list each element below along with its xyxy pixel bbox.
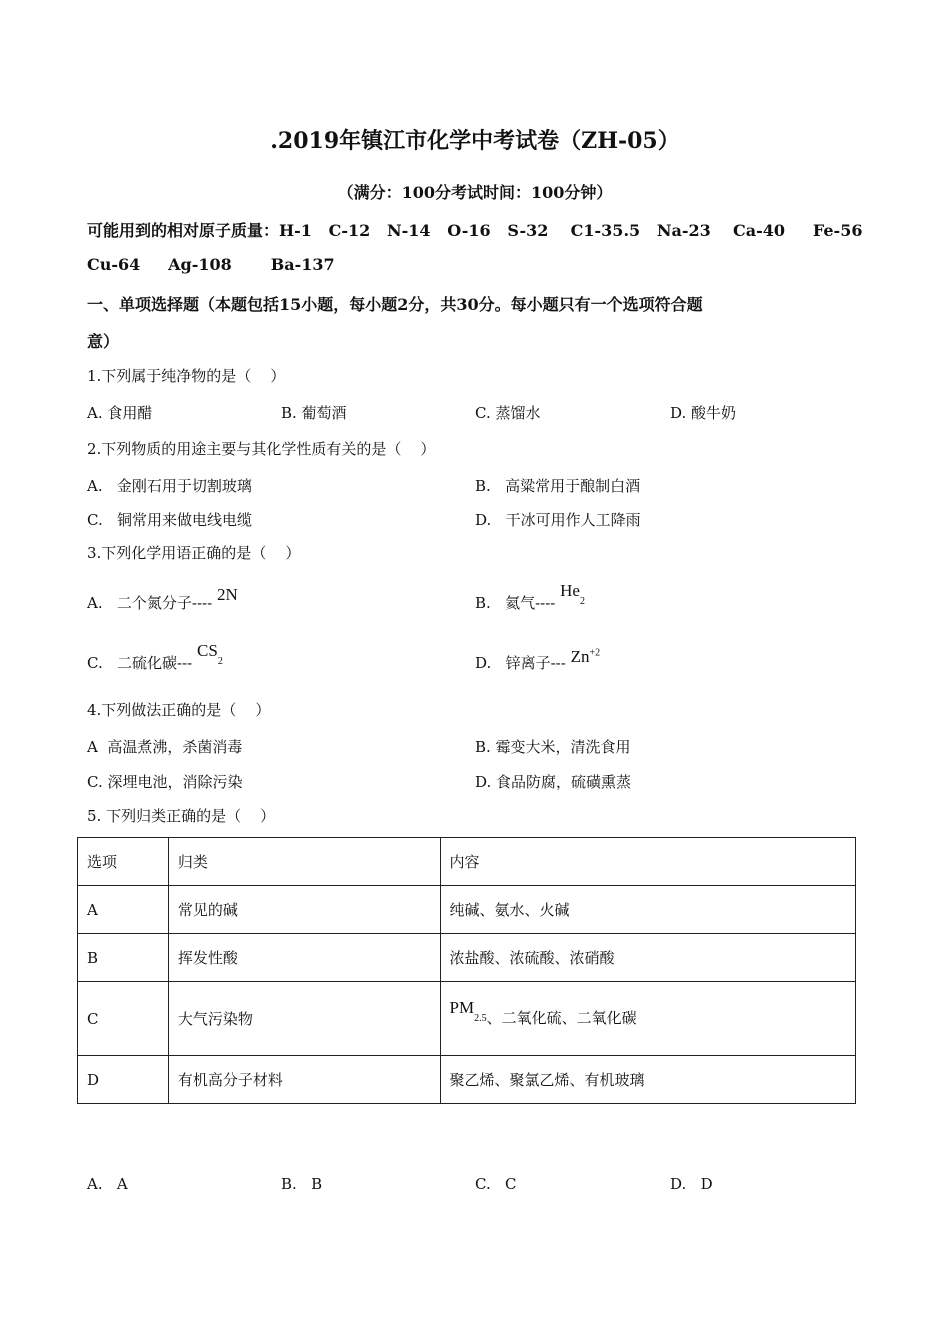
atomic-masses-line1: 可能用到的相对原子质量：H-1 C-12 N-14 O-16 S-32 C1-35.5 Na-23 Ca-40 Fe-56 bbox=[87, 221, 863, 240]
pm25-formula: $PM_{2.5}$ bbox=[449, 997, 487, 1025]
q3-option-b-subscript: 2 bbox=[579, 596, 585, 608]
q4-option-b[interactable]: B. 霉变大米，清洗食用 bbox=[475, 738, 631, 756]
question-5-stem: 5. 下列归类正确的是（ ） bbox=[87, 807, 276, 825]
q3-option-a[interactable] bbox=[87, 585, 238, 613]
q3-option-b-formula: $He_2$ bbox=[560, 581, 585, 608]
header-content: 内容 bbox=[440, 838, 855, 886]
q1-option-d[interactable]: D. 酸牛奶 bbox=[670, 404, 737, 422]
q5-option-a[interactable]: A. A bbox=[87, 1175, 128, 1193]
row-a-content: 纯碱、氨水、火碱 bbox=[440, 886, 855, 934]
q3-option-d-label: D. 锌离子--- bbox=[475, 654, 566, 672]
header-option: 选项 bbox=[78, 838, 169, 886]
q3-option-d-superscript: +2 bbox=[589, 647, 601, 659]
table-row bbox=[78, 982, 856, 1056]
q2-option-a[interactable]: A. 金刚石用于切割玻璃 bbox=[87, 477, 252, 495]
q1-option-a[interactable]: A. 食用醋 bbox=[87, 404, 153, 422]
table-header-row bbox=[78, 838, 856, 886]
row-a-option: A bbox=[78, 886, 169, 934]
q3-option-c-subscript: 2 bbox=[217, 656, 223, 668]
atomic-masses-line2: Cu-64 Ag-108 Ba-137 bbox=[87, 255, 335, 274]
row-b-category: 挥发性酸 bbox=[168, 934, 440, 982]
q5-option-c[interactable]: C. C bbox=[475, 1175, 517, 1193]
row-c-content-text: 、二氧化硫、二氧化碳 bbox=[486, 1008, 637, 1027]
q3-option-c-formula: $CS_2$ bbox=[197, 641, 223, 668]
question-3-stem: 3.下列化学用语正确的是（ ） bbox=[87, 544, 301, 562]
q4-option-d[interactable]: D. 食品防腐，硫磺熏蒸 bbox=[475, 773, 632, 791]
q3-option-c-label: C. 二硫化碳--- bbox=[87, 654, 193, 672]
row-d-category: 有机高分子材料 bbox=[168, 1056, 440, 1104]
pm25-subscript: 2.5 bbox=[474, 1013, 487, 1025]
q3-option-b-label: B. 氦气---- bbox=[475, 594, 556, 612]
q5-option-d[interactable]: D. D bbox=[670, 1175, 713, 1193]
header-category: 归类 bbox=[168, 838, 440, 886]
q4-option-c[interactable]: C. 深埋电池，消除污染 bbox=[87, 773, 243, 791]
row-c-category: 大气污染物 bbox=[168, 982, 440, 1056]
question-2-stem: 2.下列物质的用途主要与其化学性质有关的是（ ） bbox=[87, 440, 436, 458]
question-4-stem: 4.下列做法正确的是（ ） bbox=[87, 701, 271, 719]
table-row bbox=[78, 934, 856, 982]
q1-option-b[interactable]: B. 葡萄酒 bbox=[281, 404, 347, 422]
q5-option-b[interactable]: B. B bbox=[281, 1175, 323, 1193]
section-heading-cont: 意） bbox=[87, 332, 120, 351]
question-1-stem: 1.下列属于纯净物的是（ ） bbox=[87, 367, 286, 385]
q3-option-a-formula: 2N bbox=[216, 585, 238, 604]
row-c-option: C bbox=[78, 982, 169, 1056]
q3-option-b[interactable] bbox=[475, 581, 585, 615]
row-d-content: 聚乙烯、聚氯乙烯、有机玻璃 bbox=[440, 1056, 855, 1104]
table-row bbox=[78, 886, 856, 934]
row-c-content bbox=[440, 982, 855, 1056]
q2-option-d[interactable]: D. 干冰可用作人工降雨 bbox=[475, 511, 641, 529]
q3-option-d[interactable] bbox=[475, 647, 601, 673]
exam-info: （满分：100分考试时间：100分钟） bbox=[337, 183, 613, 202]
q3-option-d-formula: $Zn^{+2}$ bbox=[570, 647, 601, 666]
table-row bbox=[78, 1056, 856, 1104]
q2-option-b[interactable]: B. 高粱常用于酿制白酒 bbox=[475, 477, 641, 495]
row-b-option: B bbox=[78, 934, 169, 982]
row-d-option: D bbox=[78, 1056, 169, 1104]
row-b-content: 浓盐酸、浓硫酸、浓硝酸 bbox=[440, 934, 855, 982]
section-heading: 一、单项选择题（本题包括15小题，每小题2分，共30分。每小题只有一个选项符合题 bbox=[87, 295, 703, 314]
q2-option-c[interactable]: C. 铜常用来做电线电缆 bbox=[87, 511, 253, 529]
row-a-category: 常见的碱 bbox=[168, 886, 440, 934]
q1-option-c[interactable]: C. 蒸馏水 bbox=[475, 404, 541, 422]
q3-option-c[interactable] bbox=[87, 641, 223, 675]
q3-option-a-label: A. 二个氮分子---- bbox=[87, 594, 213, 612]
page-title: .2019年镇江市化学中考试卷（ZH-05） bbox=[270, 128, 680, 154]
classification-table bbox=[77, 837, 856, 1104]
q4-option-a[interactable]: A 高温煮沸，杀菌消毒 bbox=[87, 738, 243, 756]
